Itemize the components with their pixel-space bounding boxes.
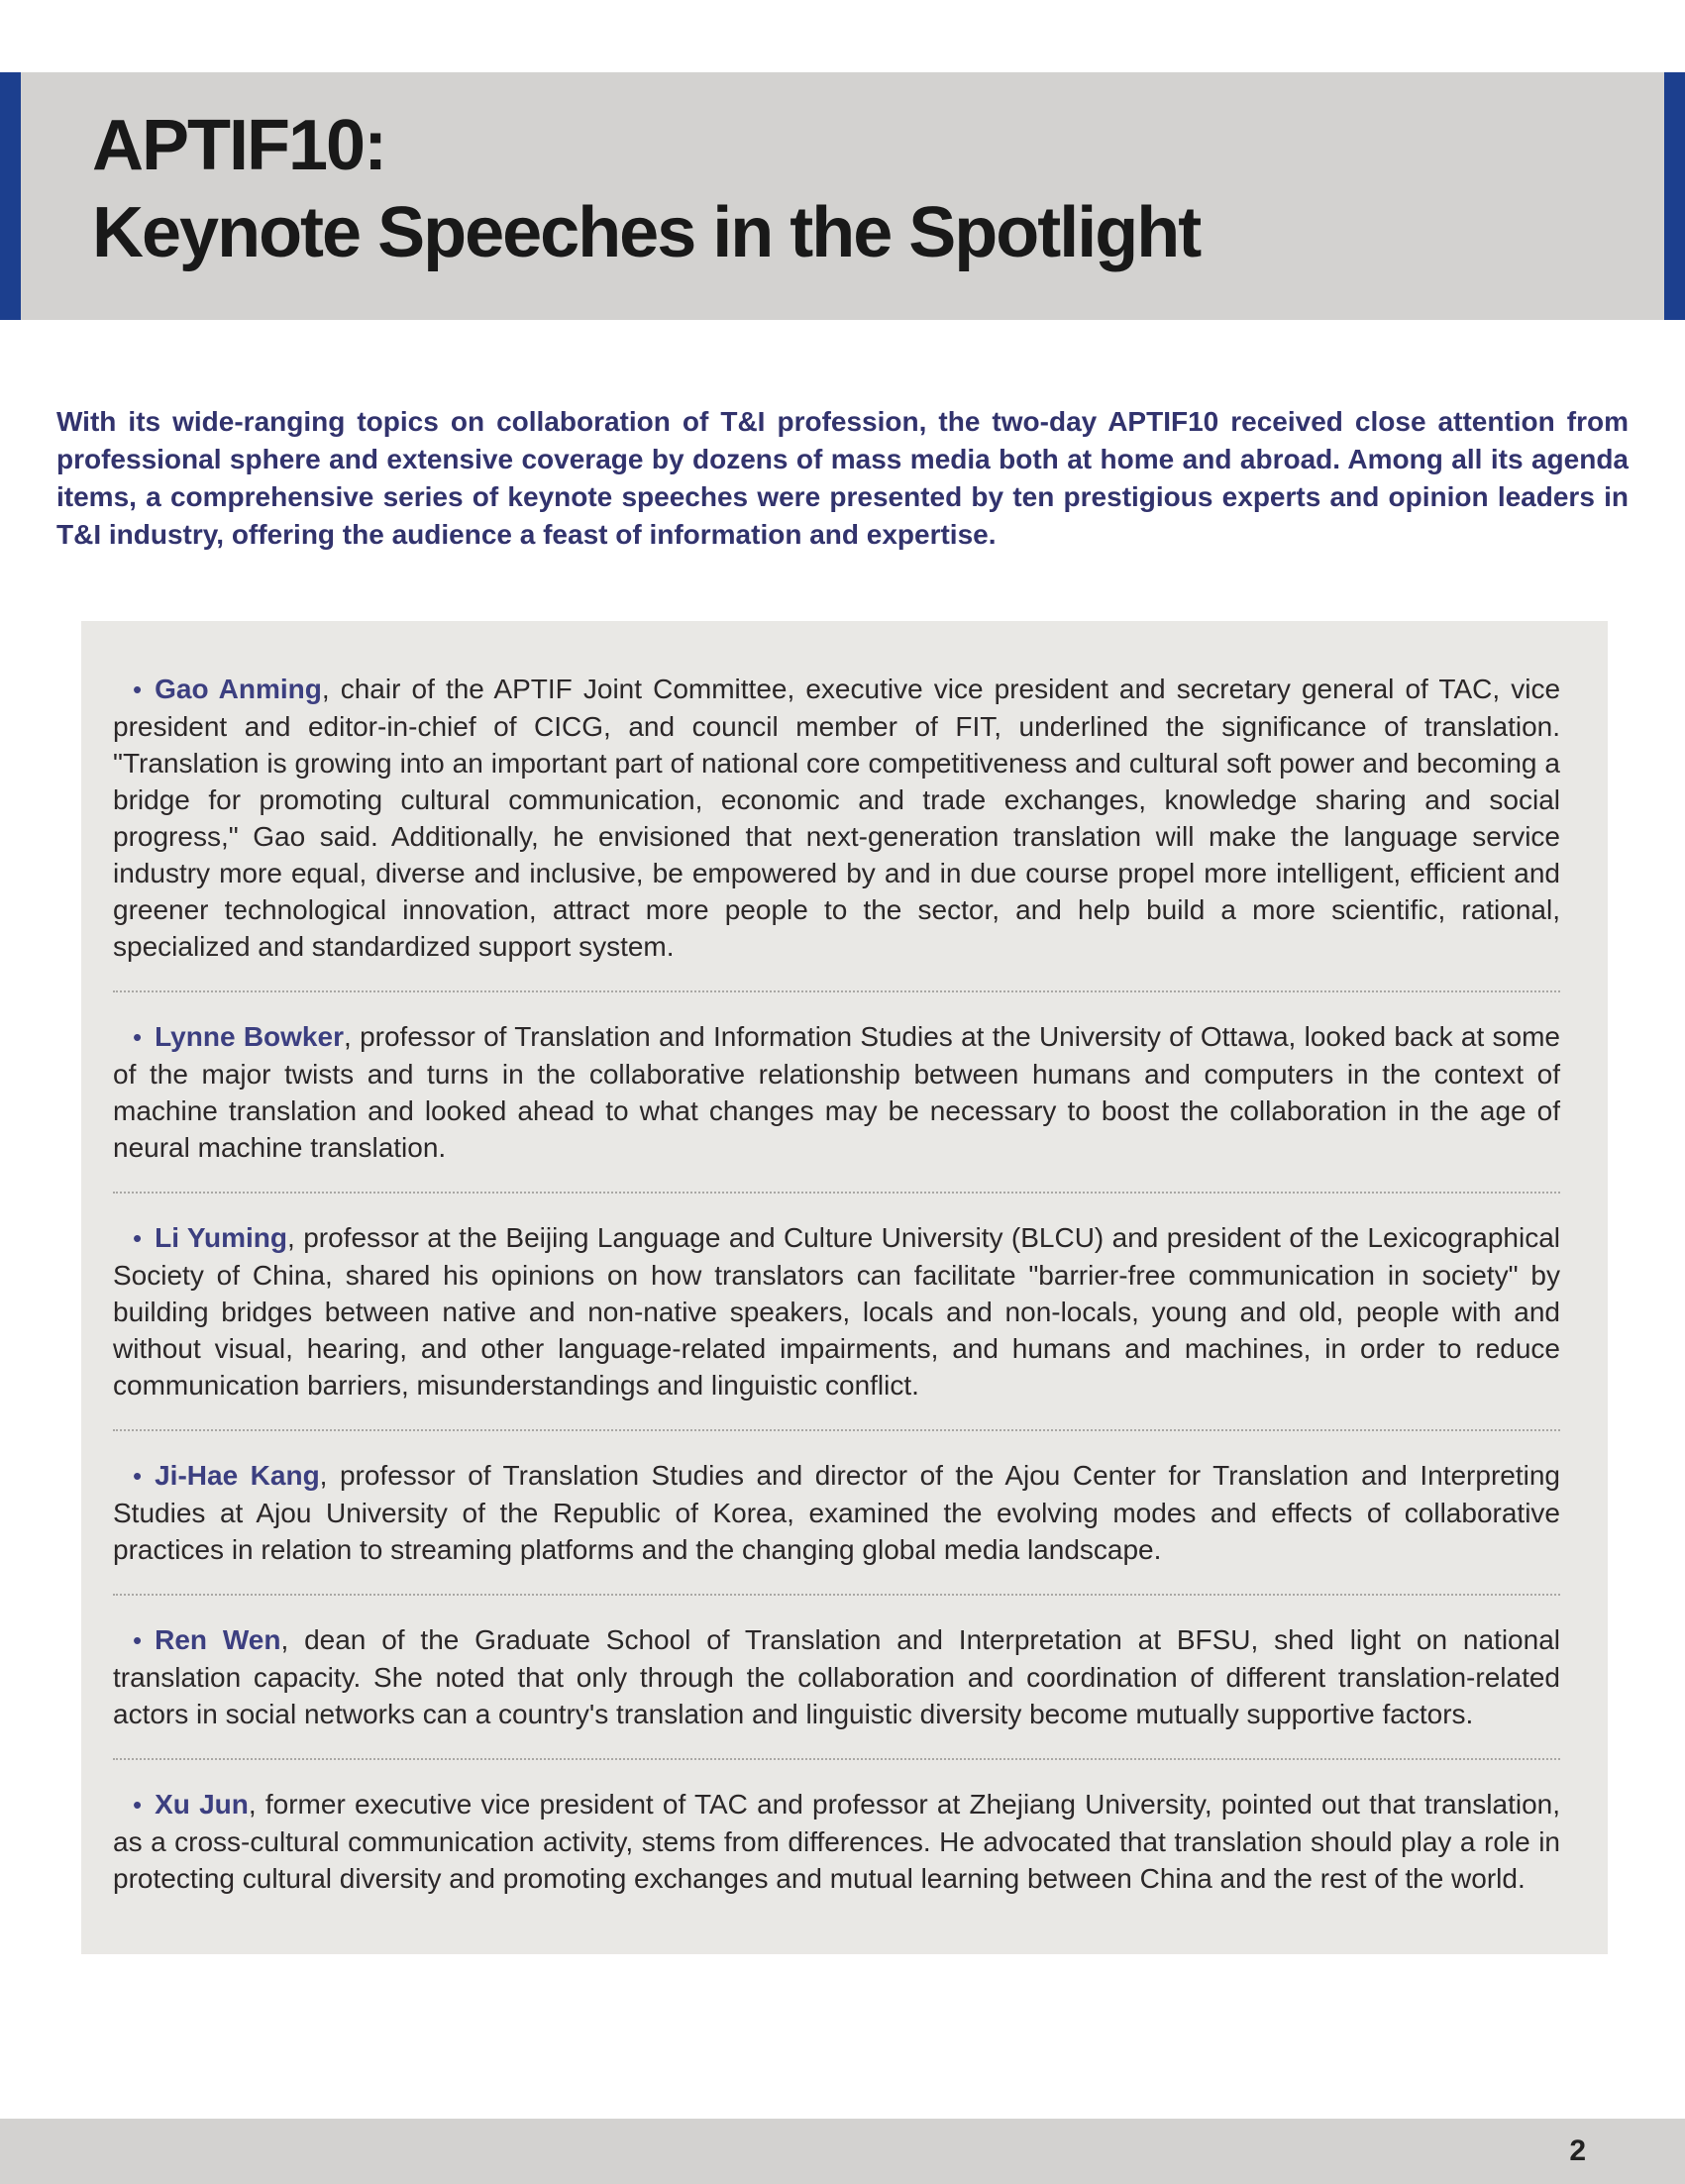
- speaker-name: Ren Wen: [155, 1624, 281, 1655]
- speaker-description: , chair of the APTIF Joint Committee, executive vice president and secretary general of TAC, vice president and editor-in-chief of CICG, and council member of FIT, underlined the significance of translation. "Translation is growing into an important part of national core competitiveness and cultural soft power and becoming a bridge for promoting cultural communication, economic and trade exchanges, knowledge sharing and social progress," Gao said. Additionally, he envisioned that next-generation translation will make the language service industry more equal, diverse and inclusive, be empowered by and in due course propel more intelligent, efficient and greener technological innovation, attract more people to the sector, and help build a more scientific, rational, specialized and standardized support system.: [113, 674, 1561, 962]
- speaker-paragraph-ren-wen: [113, 1596, 1560, 1760]
- bullet-icon: •: [133, 1022, 143, 1052]
- speaker-description: , professor of Translation and Information Studies at the University of Ottawa, looked back at some of the major twists and turns in the collaborative relationship between humans and computers in the context of machine translation and looked ahead to what changes may be necessary to boost the collaboration in the age of neural machine translation.: [113, 1021, 1560, 1163]
- page-title-line1: APTIF10:: [92, 106, 386, 185]
- speaker-paragraph-xu-jun: [113, 1760, 1560, 1897]
- page-number: 2: [1569, 2134, 1586, 2167]
- bullet-icon: •: [133, 1625, 143, 1655]
- speaker-paragraph-li-yuming: [113, 1194, 1560, 1431]
- speaker-paragraph-ji-hae-kang: [113, 1431, 1560, 1596]
- bullet-icon: •: [133, 1223, 143, 1253]
- speaker-name: Xu Jun: [155, 1789, 249, 1820]
- keynote-speakers-box: [81, 621, 1608, 1954]
- speaker-name: Li Yuming: [155, 1222, 288, 1253]
- bullet-icon: •: [133, 675, 143, 704]
- footer-band: [0, 2119, 1685, 2184]
- speaker-description: , dean of the Graduate School of Translation and Interpretation at BFSU, shed light on national translation capacity. She noted that only through the collaboration and coordination of different translation-related actors in social networks can a country's translation and linguistic diversity become mutually supportive factors.: [113, 1624, 1560, 1729]
- header-left-accent-bar: [0, 72, 21, 320]
- speaker-name: Lynne Bowker: [155, 1021, 344, 1052]
- bullet-icon: •: [133, 1790, 143, 1820]
- bullet-icon: •: [133, 1461, 143, 1491]
- speaker-name: Gao Anming: [155, 674, 322, 704]
- header-band: [0, 72, 1685, 320]
- header-background: [21, 72, 1664, 320]
- intro-paragraph: With its wide-ranging topics on collaboration of T&I profession, the two-day APTIF10 received close attention from professional sphere and extensive coverage by dozens of mass media both at home and abroad. Among all its agenda items, a comprehensive series of keynote speeches were presented by ten prestigious experts and opinion leaders in T&I industry, offering the audience a feast of information and expertise.: [56, 406, 1629, 550]
- speaker-description: , former executive vice president of TAC and professor at Zhejiang University, pointed out that translation, as a cross-cultural communication activity, stems from differences. He advocated that translation should play a role in protecting cultural diversity and promoting exchanges and mutual learning between China and the rest of the world.: [113, 1789, 1561, 1894]
- speaker-description: , professor of Translation Studies and director of the Ajou Center for Translation and Interpreting Studies at Ajou University of the Republic of Korea, examined the evolving modes and effects of collaborative practices in relation to streaming platforms and the changing global media landscape.: [113, 1460, 1560, 1565]
- page-title: [92, 102, 1664, 276]
- speaker-paragraph-gao-anming: [113, 671, 1560, 992]
- speaker-paragraph-lynne-bowker: [113, 992, 1560, 1194]
- header-right-accent-bar: [1664, 72, 1685, 320]
- speaker-name: Ji-Hae Kang: [155, 1460, 320, 1491]
- page-title-line2: Keynote Speeches in the Spotlight: [92, 193, 1201, 272]
- speaker-description: , professor at the Beijing Language and Culture University (BLCU) and president of the Lexicographical Society of China, shared his opinions on how translators can facilitate "barrier-free communication in society" by building bridges between native and non-native speakers, locals and non-locals, young and old, people with and without visual, hearing, and other language-related impairments, and humans and machines, in order to reduce communication barriers, misunderstandings and linguistic conflict.: [113, 1222, 1560, 1401]
